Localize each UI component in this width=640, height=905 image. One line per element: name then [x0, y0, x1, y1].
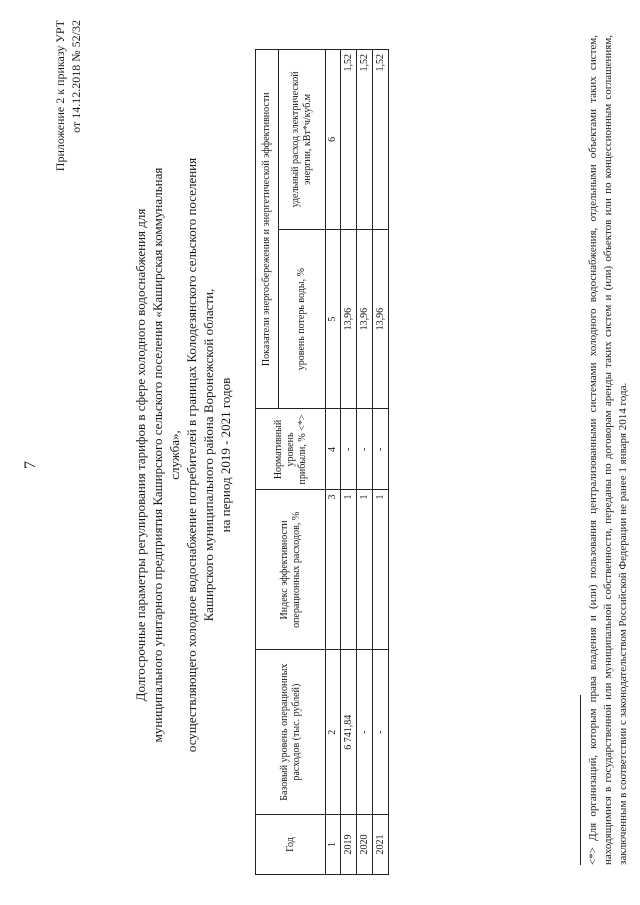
cell-electric-consumption: 1,52 [357, 50, 373, 230]
header-base-costs: Базовый уровень операционных расходов (тыс. рублей) [256, 650, 326, 815]
col-number: 6 [326, 50, 341, 230]
document-title [132, 155, 234, 755]
col-number: 5 [326, 229, 341, 409]
footnote-divider [580, 695, 581, 865]
table-row [341, 50, 357, 875]
cell-year: 2019 [341, 815, 357, 875]
header-water-loss: уровень потерь воды, % [279, 229, 326, 409]
cell-profit-level: - [357, 409, 373, 490]
header-profit-level: Нормативный уровень прибыли, % <*> [256, 409, 326, 490]
title-line: на период 2019 - 2021 годов [218, 377, 233, 533]
col-number: 1 [326, 815, 341, 875]
cell-base-costs: - [357, 650, 373, 815]
title-line: Каширского муниципального района Воронежской области, [201, 288, 216, 622]
cell-water-loss: 13,96 [357, 229, 373, 409]
cell-profit-level: - [341, 409, 357, 490]
cell-water-loss: 13,96 [341, 229, 357, 409]
cell-electric-consumption: 1,52 [341, 50, 357, 230]
page-number: 7 [22, 461, 39, 469]
col-number: 2 [326, 650, 341, 815]
appendix-line-2: от 14.12.2018 № 52/32 [69, 20, 83, 133]
header-efficiency-index: Индекс эффективности операционных расходов, % [256, 490, 326, 650]
cell-profit-level: - [373, 409, 389, 490]
cell-water-loss: 13,96 [373, 229, 389, 409]
footnote: <*> Для организаций, которым права владения и (или) пользования централизованными системами холодного водоснабжения, отдельными объектами таких систем, находящимися в государственной или муниципальной собственности, переданы по договорам аренды таких систем и (или) объектов или по концессионным соглашениям, заключенным в соответствии с законодательством Российской Федерации не ранее 1 января 2014 года. [587, 35, 629, 865]
tariff-parameters-table [255, 49, 389, 875]
cell-efficiency-index: 1 [373, 490, 389, 650]
col-number: 4 [326, 409, 341, 490]
title-line: муниципального унитарного предприятия Каширского сельского поселения «Каширская коммунальная служба», [150, 167, 182, 743]
cell-base-costs: - [373, 650, 389, 815]
header-energy-group: Показатели энергосбережения и энергетической эффективности [256, 50, 279, 410]
cell-electric-consumption: 1,52 [373, 50, 389, 230]
cell-base-costs: 6 741,84 [341, 650, 357, 815]
appendix-reference [52, 20, 84, 265]
table-row [373, 50, 389, 875]
table-row [357, 50, 373, 875]
title-line: осуществляющего холодное водоснабжение потребителей в границах Колодезянского сельского поселения [184, 157, 199, 753]
cell-year: 2021 [373, 815, 389, 875]
header-electric-consumption: удельный расход электрической энергии, кВт*ч/куб.м [279, 50, 326, 230]
appendix-line-1: Приложение 2 к приказу УРТ [53, 20, 67, 172]
header-year: Год [256, 815, 326, 875]
title-line: Долгосрочные параметры регулирования тарифов в сфере холодного водоснабжения для [133, 208, 148, 702]
cell-efficiency-index: 1 [341, 490, 357, 650]
cell-efficiency-index: 1 [357, 490, 373, 650]
col-number: 3 [326, 490, 341, 650]
cell-year: 2020 [357, 815, 373, 875]
